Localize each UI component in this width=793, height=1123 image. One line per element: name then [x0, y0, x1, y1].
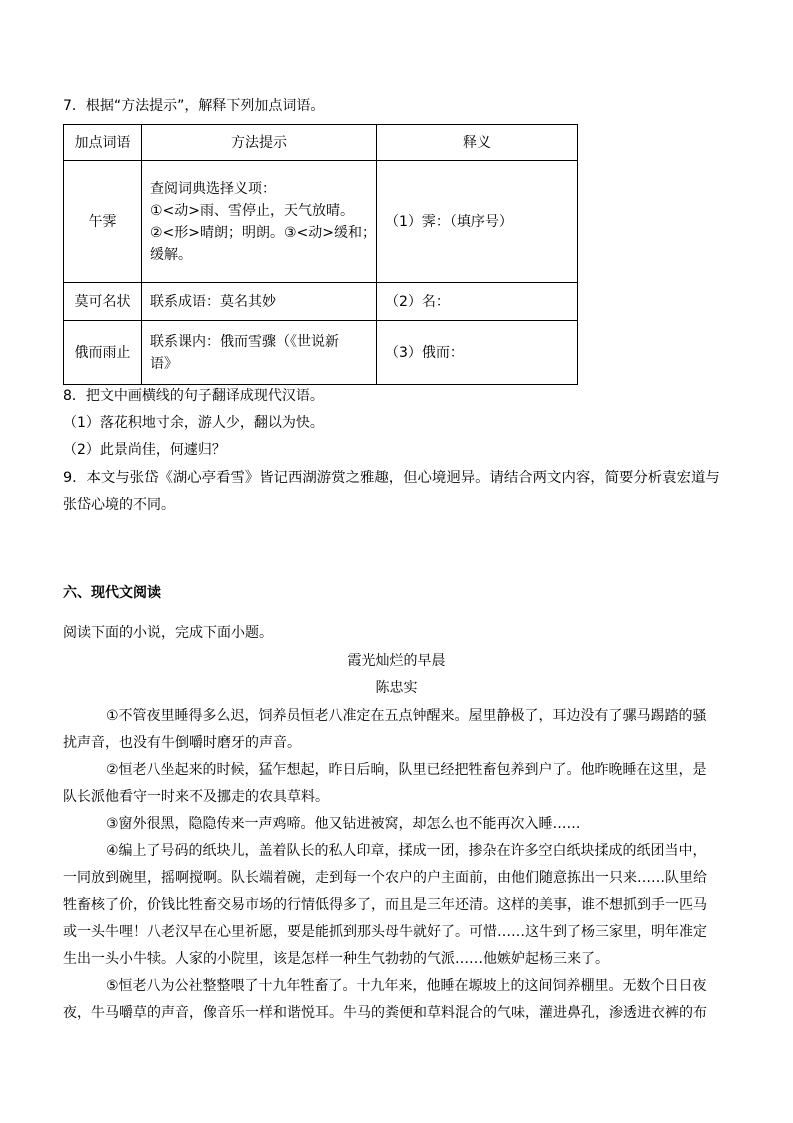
story-author: 陈忠实 [375, 680, 418, 696]
story-line: 牲畜核了价，价钱比牲畜交易市场的行情低得多了，而且是三年还清。这样的美事，谁不想抓到手一匹马 [63, 897, 707, 913]
row-answer: （3）俄而： [377, 321, 578, 385]
row-word: 莫可名状 [64, 283, 142, 321]
q7-stem: 7．根据“方法提示”，解释下列加点词语。 [63, 98, 325, 114]
story-title: 霞光灿烂的早晨 [347, 653, 446, 669]
section-heading: 六、现代文阅读 [63, 585, 161, 601]
story-line: ⑤恒老八为公社整整喂了十九年牲畜了。十九年来，他睡在塬坡上的这间饲养棚里。无数个日日夜 [106, 978, 707, 994]
q8-item-2: （2）此景尚佳，何遽归？ [63, 442, 226, 458]
hint-line: 缓解。 [150, 246, 192, 263]
row-answer: （2）名： [377, 283, 578, 321]
table-row [64, 283, 578, 321]
story-line: 扰声音，也没有牛倒嚼时磨牙的声音。 [63, 735, 301, 751]
story-line: 一同放到碗里，摇啊搅啊。队长端着碗，走到每一个农户的户主面前，由他们随意拣出一只来……队里给 [63, 870, 707, 886]
story-line: ②恒老八坐起来的时候，猛乍想起，昨日后晌，队里已经把牲畜包养到户了。他昨晚睡在这里，是 [106, 762, 707, 778]
story-line: ①不管夜里睡得多么迟，饲养员恒老八准定在五点钟醒来。屋里静极了，耳边没有了骡马踢踏的骚 [106, 708, 707, 724]
q9-line-1: 9．本文与张岱《湖心亭看雪》皆记西湖游赏之雅趣，但心境迥异。请结合两文内容，简要分析袁宏道与 [63, 470, 720, 486]
q8-item-1: （1）落花积地寸余，游人少，翻以为快。 [63, 415, 324, 431]
table-row [64, 321, 578, 385]
reading-instruction: 阅读下面的小说，完成下面小题。 [63, 625, 273, 641]
row-word: 午霁 [64, 161, 142, 283]
header-hint: 方法提示 [142, 125, 377, 161]
header-meaning: 释义 [377, 125, 578, 161]
row-hint [142, 161, 377, 283]
vocab-table [63, 124, 578, 385]
hint-line: 联系课内：俄而雪骤（《世说新 [150, 333, 339, 350]
story-line: ③窗外很黑，隐隐传来一声鸡啼。他又钻进被窝，却怎么也不能再次入睡…… [106, 816, 581, 832]
hint-line: 联系成语：莫名其妙 [150, 293, 276, 310]
q8-stem: 8．把文中画横线的句子翻译成现代汉语。 [63, 388, 324, 404]
story-line: 夜，牛马嚼草的声音，像音乐一样和谐悦耳。牛马的粪便和草料混合的气味，灌进鼻孔，渗透进衣裤的布 [63, 1005, 707, 1021]
story-line: 或一头牛哩！八老汉早在心里祈愿，要是能抓到那头母牛就好了。可惜……这牛到了杨三家里，明年准定 [63, 924, 707, 940]
row-hint [142, 283, 377, 321]
hint-line: 语》 [150, 355, 178, 372]
q9-line-2: 张岱心境的不同。 [63, 497, 175, 513]
hint-line: 查阅词典选择义项： [150, 180, 276, 197]
row-answer: （1）霁：（填序号） [377, 161, 578, 283]
table-header-row [64, 125, 578, 161]
hint-line: ①<动>雨、雪停止，天气放晴。 [150, 202, 355, 219]
header-word: 加点词语 [64, 125, 142, 161]
hint-line: ②<形>晴朗；明朗。③<动>缓和； [150, 224, 377, 241]
story-line: 队长派他看守一时来不及挪走的农具草料。 [63, 789, 329, 805]
table-row [64, 161, 578, 283]
story-line: ④编上了号码的纸块儿，盖着队长的私人印章，揉成一团，掺杂在许多空白纸块揉成的纸团当中， [106, 843, 707, 859]
row-word: 俄而雨止 [64, 321, 142, 385]
row-hint [142, 321, 377, 385]
story-line: 生出一头小牛犊。人家的小院里，该是怎样一种生气勃勃的气派……他嫉妒起杨三来了。 [63, 951, 609, 967]
